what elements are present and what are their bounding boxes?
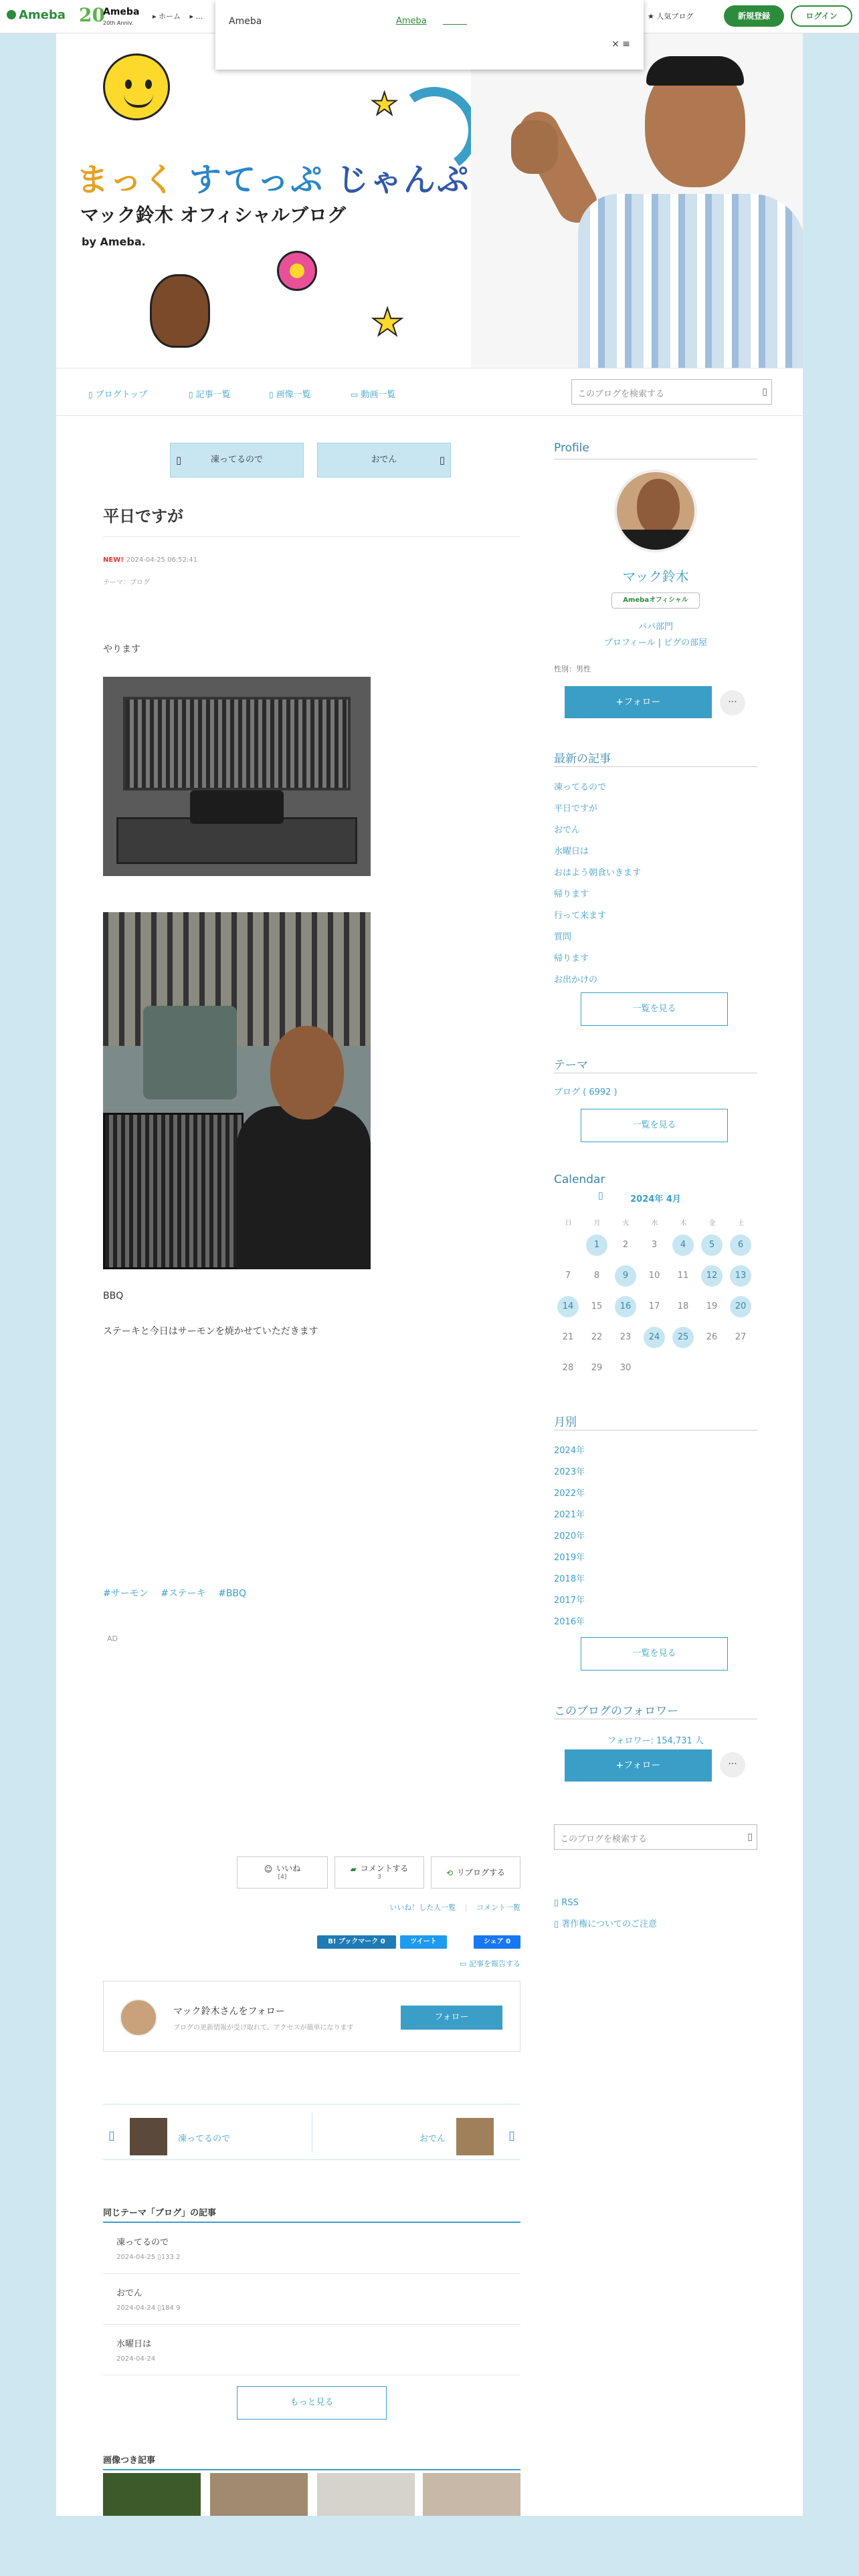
calendar-weekday: 土 [737, 1220, 745, 1227]
recent-entry-link[interactable]: 平日ですが [554, 804, 598, 814]
nav-home-link[interactable]: ▸ ホーム [153, 12, 181, 21]
calendar-day[interactable]: 12 [701, 1265, 723, 1287]
profile-name[interactable]: マック鈴木 [622, 568, 689, 584]
rss-icon: ▯ [554, 1898, 562, 1908]
calendar-day: 19 [706, 1301, 718, 1311]
like-button[interactable] [237, 1856, 328, 1889]
theme-more-button[interactable]: 一覧を見る [581, 1109, 728, 1142]
next-entry-thumbnail[interactable] [456, 2118, 494, 2155]
star-illustration: ★ [371, 301, 405, 344]
calendar-day: 30 [619, 1363, 632, 1373]
sun-eye [125, 80, 132, 89]
search-placeholder: このブログを検索する [560, 1834, 648, 1844]
calendar-day[interactable]: 9 [615, 1265, 636, 1287]
chevron-left-icon[interactable]: ▯ [598, 1190, 603, 1201]
calendar-day[interactable]: 1 [586, 1235, 607, 1256]
picture-articles-rule [103, 2469, 520, 2470]
more-options-button[interactable]: ··· [720, 690, 745, 716]
entry-meta [103, 556, 197, 564]
hashtags [103, 1586, 256, 1600]
prev-entry-label: 凍ってるので [210, 455, 263, 465]
calendar-day: 8 [593, 1271, 600, 1281]
info-icon: ▯ [554, 1919, 562, 1929]
nav-label: 動画一覧 [361, 390, 396, 400]
avatar[interactable] [120, 1999, 157, 2036]
reblog-button[interactable] [431, 1856, 520, 1889]
follow-button[interactable]: +フォロー [565, 1749, 712, 1782]
sun-eye [145, 80, 152, 89]
comment-button[interactable] [335, 1856, 424, 1889]
page-bottom [0, 2516, 859, 2576]
calendar-day: 21 [562, 1332, 574, 1342]
image-icon: ▯ [269, 390, 274, 399]
profile-links[interactable]: プロフィール | ピグの部屋 [603, 638, 708, 648]
calendar-day: 2 [622, 1240, 629, 1250]
blog-title-part1: まっく [76, 161, 177, 199]
calendar-day[interactable]: 20 [730, 1296, 751, 1317]
calendar-day: 10 [648, 1271, 660, 1281]
bbq-grill-photo[interactable] [103, 677, 371, 876]
follower-count[interactable]: フォロワー: 154,731 人 [607, 1736, 704, 1746]
calendar-weekday: 木 [680, 1220, 687, 1227]
recent-entry-link[interactable]: 水曜日は [554, 847, 589, 857]
popup-underline [443, 24, 467, 25]
comment-icon: ▰ [350, 1864, 357, 1874]
entry-text: やります [103, 644, 140, 655]
list-item[interactable] [103, 2274, 520, 2325]
sun-mouth [124, 94, 153, 108]
list-item-date: 2024-04-24 [116, 2355, 156, 2363]
anniversary-sub: 20th Anniv. [103, 20, 134, 26]
entry-title: 平日ですが [103, 507, 183, 526]
grill-body [116, 817, 357, 864]
profile-role[interactable]: パパ部門 [638, 622, 673, 632]
archive-more-button[interactable]: 一覧を見る [581, 1637, 728, 1671]
avatar-body [617, 530, 697, 552]
sidebar-rule [554, 766, 757, 767]
entry-sub-links [103, 1902, 520, 1913]
more-button[interactable]: もっと見る [237, 2386, 387, 2420]
photo-fist [511, 120, 558, 174]
new-badge: NEW! [103, 556, 124, 564]
photo-grill [103, 1113, 244, 1269]
rss-link[interactable] [554, 1898, 579, 1908]
blog-title-part3: じゃんぷ [336, 161, 470, 199]
profile-gender: 性別：男性 [554, 665, 591, 673]
flag-icon: ▭ [460, 1959, 469, 1968]
comment-label: コメントする [360, 1864, 409, 1873]
recent-entry-link[interactable]: おはよう朝食いきます [554, 868, 642, 878]
list-item-meta: 2024-04-24 ▯184 9 [116, 2304, 181, 2312]
calendar-weekday: 水 [651, 1220, 658, 1227]
popup-label: Ameba [229, 16, 262, 27]
chevron-left-icon: ▯ [176, 454, 182, 466]
search-icon[interactable]: ▯ [747, 1832, 753, 1842]
ad-label: AD [107, 1634, 118, 1643]
ameba-logo[interactable] [7, 8, 66, 22]
followers-heading: このブログのフォロワー [554, 1705, 679, 1718]
calendar-weekday: 火 [622, 1220, 630, 1227]
calendar-day[interactable]: 5 [701, 1235, 723, 1256]
login-button[interactable]: ログイン [791, 5, 852, 27]
main-area [56, 416, 803, 2528]
nav-label: 記事一覧 [195, 390, 231, 400]
archive-link[interactable]: 2017年 [554, 1596, 585, 1606]
avatar[interactable] [614, 469, 697, 552]
title-divider [103, 536, 520, 537]
anniversary-brand: Ameba [103, 7, 140, 17]
prev-entry-link[interactable]: 凍ってるので [178, 2134, 231, 2144]
calendar-day: 28 [562, 1363, 574, 1373]
list-item-title: 水曜日は [116, 2339, 152, 2349]
recent-entry-link[interactable]: 質問 [554, 932, 572, 942]
nav-video-list[interactable] [351, 387, 395, 400]
recent-heading: 最新の記事 [554, 752, 611, 766]
calendar-heading: Calendar [554, 1173, 605, 1186]
charcoal [190, 790, 284, 824]
bear-illustration [150, 274, 210, 348]
reblog-icon: ⟲ [446, 1868, 454, 1878]
theme-heading: テーマ [554, 1059, 588, 1072]
follow-card-title: マック鈴木さんをフォロー [173, 2006, 285, 2017]
list-item-counts: 184 9 [161, 2304, 181, 2312]
archive-link[interactable]: 2019年 [554, 1553, 585, 1563]
calendar-day: 29 [591, 1363, 603, 1373]
blog-search-input[interactable] [571, 379, 772, 405]
archive-link[interactable]: 2018年 [554, 1574, 585, 1584]
calendar-day[interactable]: 16 [615, 1296, 636, 1317]
calendar-day[interactable]: 25 [672, 1327, 694, 1348]
recent-entry-link[interactable]: 帰ります [554, 954, 589, 964]
calendar-day[interactable]: 14 [557, 1296, 579, 1317]
recent-entry-link[interactable]: おでん [554, 825, 580, 835]
search-placeholder: このブログを検索する [577, 389, 665, 399]
same-theme-heading: 同じテーマ「ブログ」の記事 [103, 2208, 217, 2218]
archive-link[interactable]: 2022年 [554, 1489, 585, 1499]
archive-link[interactable]: 2024年 [554, 1446, 585, 1456]
like-label: いいね [276, 1864, 301, 1873]
header-photo [471, 33, 803, 368]
recent-entry-link[interactable]: 凍ってるので [554, 782, 607, 792]
list-item-date: 2024-04-25 [116, 2254, 156, 2261]
next-entry-link[interactable]: おでん [419, 2134, 446, 2144]
copyright-notice-link[interactable] [554, 1917, 657, 1929]
prev-entry-thumbnail[interactable] [130, 2118, 167, 2155]
follow-card-desc: ブログの更新情報が受け取れて、アクセスが簡単になります [173, 2024, 354, 2032]
calendar-day: 18 [677, 1301, 689, 1311]
list-item-counts: 133 2 [161, 2254, 181, 2261]
comment-count: 3 [377, 1874, 381, 1881]
blog-header-banner[interactable] [56, 33, 803, 368]
next-entry-label: おでん [371, 455, 397, 465]
rss-label: RSS [561, 1898, 579, 1908]
entry-text: BBQ [103, 1291, 124, 1301]
blog-nav [56, 368, 803, 416]
recent-entry-link[interactable]: お出かけの [554, 975, 598, 985]
photo-man-body [237, 1106, 371, 1269]
calendar-day[interactable]: 13 [730, 1265, 751, 1287]
grill-lid [123, 697, 351, 790]
hatena-bookmark-button[interactable]: B! ブックマーク 0 [317, 1935, 396, 1949]
photo-man-head [270, 1026, 344, 1119]
smile-icon: ☺ [264, 1864, 273, 1874]
nav-label: 画像一覧 [276, 390, 311, 400]
register-button[interactable]: 新規登録 [724, 5, 784, 27]
recent-more-button[interactable]: 一覧を見る [581, 992, 728, 1026]
calendar-day: 23 [619, 1332, 632, 1342]
calendar-day: 11 [677, 1271, 689, 1281]
archive-link[interactable]: 2020年 [554, 1531, 585, 1541]
nav-more-link[interactable]: ▸ ... [189, 12, 203, 21]
home-icon: ▯ [88, 390, 93, 399]
chevron-right-icon[interactable]: ▯ [508, 2129, 515, 2143]
selfie-photo[interactable] [103, 912, 371, 1269]
shooting-star-icon: ★ [371, 86, 399, 122]
anniversary-logo[interactable] [79, 4, 143, 29]
calendar-weekday: 月 [593, 1220, 601, 1227]
calendar-day: 15 [591, 1301, 603, 1311]
hashtag-link[interactable]: #サーモン [103, 1588, 149, 1599]
facebook-share-button[interactable]: シェア 0 [474, 1935, 520, 1949]
recent-entry-link[interactable]: 帰ります [554, 889, 589, 899]
follow-button[interactable]: +フォロー [565, 686, 712, 718]
like-count: [4] [278, 1874, 287, 1881]
calendar-weekday: 金 [708, 1220, 716, 1227]
calendar-day: 3 [651, 1240, 658, 1250]
blog-subtitle: マック鈴木 オフィシャルブログ [80, 204, 346, 226]
follow-button[interactable]: フォロー [401, 2006, 502, 2030]
sidebar-search-input[interactable] [554, 1824, 757, 1850]
archive-link[interactable]: 2023年 [554, 1467, 585, 1477]
popular-blogs-link[interactable]: ★ 人気ブログ [648, 12, 694, 21]
photo-hair [646, 56, 744, 86]
ameba-logo-text: Ameba [19, 8, 66, 22]
entry-date: 2024-04-25 06:52:41 [126, 556, 198, 564]
official-badge: Amebaオフィシャル [611, 593, 700, 609]
follow-card [103, 1981, 520, 2052]
entry-text: ステーキと今日はサーモンを焼かせていただきます [103, 1326, 318, 1337]
reblog-label: リブログする [457, 1868, 506, 1877]
hashtag-link[interactable]: #ステーキ [161, 1588, 206, 1599]
photo-shirt [578, 194, 803, 368]
popup-close-button[interactable]: × ≡ [611, 39, 630, 49]
calendar-day: 7 [565, 1271, 571, 1281]
hashtag-link[interactable]: #BBQ [218, 1588, 247, 1599]
entry-theme[interactable]: テーマ：ブログ [103, 579, 150, 586]
list-item-meta: 2024-04-25 ▯133 2 [116, 2254, 181, 2261]
calendar-day[interactable]: 4 [672, 1235, 694, 1256]
chevron-right-icon: ▯ [439, 454, 445, 466]
picture-articles-heading: 画像つき記事 [103, 2456, 156, 2466]
calendar-month: 2024年 4月 [630, 1194, 681, 1204]
popup-link[interactable]: Ameba [396, 16, 427, 26]
calendar-weekday: 日 [565, 1220, 572, 1227]
report-label: 記事を報告する [469, 1959, 520, 1968]
calendar-day[interactable]: 24 [644, 1327, 665, 1348]
link-separator: | [464, 1903, 468, 1912]
list-item-title: おでん [116, 2288, 142, 2298]
search-icon[interactable]: ▯ [762, 387, 767, 397]
calendar-day: 22 [591, 1332, 603, 1342]
profile-heading: Profile [554, 441, 589, 455]
list-item[interactable] [103, 2325, 520, 2375]
prev-next-nav [103, 2104, 520, 2160]
list-item[interactable] [103, 2223, 520, 2274]
calendar-day: 26 [706, 1332, 718, 1342]
photo-bin [143, 1006, 237, 1099]
list-icon: ▯ [189, 390, 193, 399]
prev-entry-button[interactable] [170, 443, 304, 477]
video-icon: ▭ [351, 390, 359, 399]
sun-illustration [103, 53, 170, 120]
nav-image-list[interactable] [269, 387, 311, 400]
calendar-day: 27 [735, 1332, 747, 1342]
report-link[interactable] [103, 1958, 520, 1969]
blog-title-part2: すてっぷ [189, 161, 324, 199]
nav-blog-top[interactable] [88, 387, 147, 400]
anniversary-number: 20 [79, 4, 105, 26]
overlay-popup [215, 0, 644, 70]
flower-illustration [277, 251, 317, 291]
nav-label: ブログトップ [95, 390, 148, 400]
recent-entry-link[interactable]: 行って来ます [554, 911, 607, 921]
chevron-left-icon[interactable]: ▯ [108, 2129, 115, 2143]
blog-title [76, 154, 470, 200]
avatar-face [637, 479, 680, 535]
calendar-day[interactable]: 6 [730, 1235, 751, 1256]
by-ameba: by Ameba. [82, 235, 146, 248]
archive-link[interactable]: 2021年 [554, 1510, 585, 1520]
archive-link[interactable]: 2016年 [554, 1617, 585, 1627]
calendar-day: 17 [648, 1301, 660, 1311]
comment-list-link[interactable]: コメント一覧 [476, 1903, 520, 1912]
ameba-logo-icon [7, 10, 16, 19]
list-item-title: 凍ってるので [116, 2238, 169, 2248]
archive-heading: 月別 [554, 1416, 577, 1429]
nav-entry-list[interactable] [189, 387, 231, 400]
next-entry-button[interactable] [317, 443, 451, 477]
list-item-date: 2024-04-24 [116, 2304, 156, 2312]
more-options-button[interactable]: ··· [720, 1752, 745, 1778]
tweet-button[interactable]: ツイート [400, 1935, 447, 1949]
copyright-notice-label: 著作権についてのご注意 [561, 1919, 658, 1929]
theme-link[interactable]: ブログ ( 6992 ) [554, 1087, 617, 1097]
global-nav [153, 11, 209, 21]
like-list-link[interactable]: いいね！した人一覧 [389, 1903, 456, 1912]
